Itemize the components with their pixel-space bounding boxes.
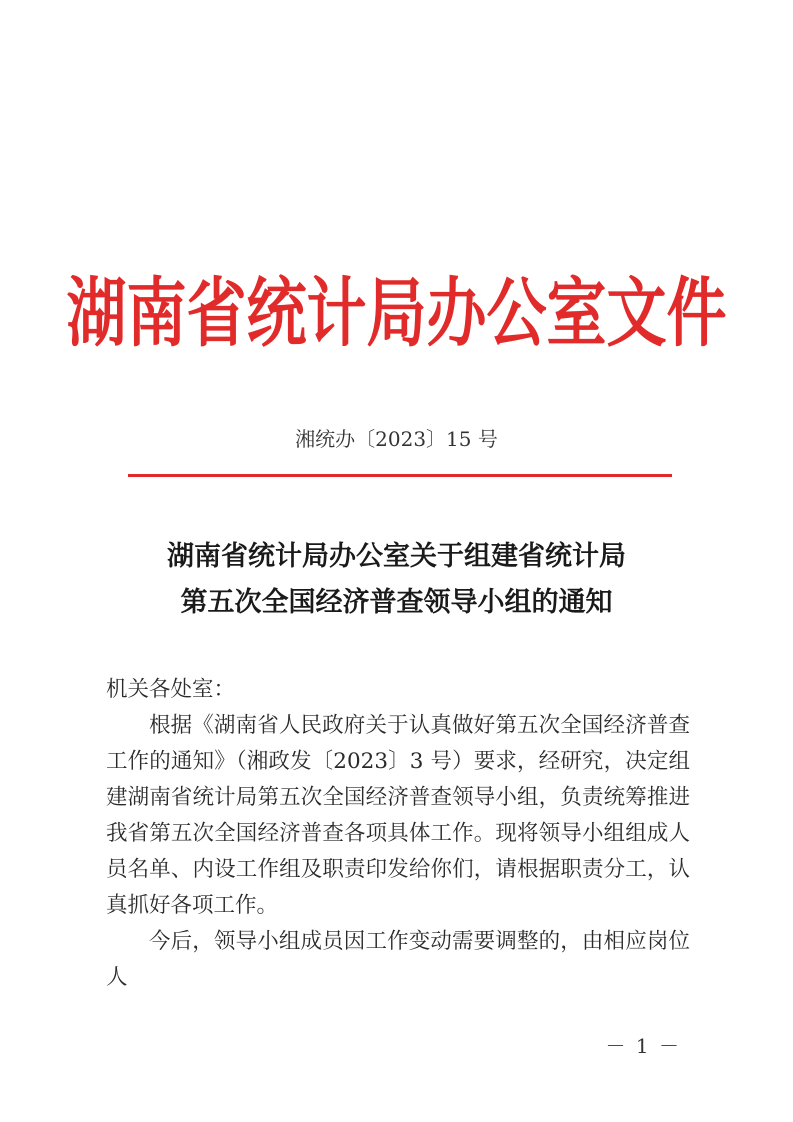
body-content bbox=[106, 672, 690, 996]
body-paragraph-1: 根据《湖南省人民政府关于认真做好第五次全国经济普查工作的通知》（湘政发〔2023〕3 号）要求，经研究，决定组建湖南省统计局第五次全国经济普查领导小组，负责统筹推进我省第五次全国经济普查各项具体工作。现将领导小组组成人员名单、内设工作组及职责印发给你们，请根据职责分工，认真抓好各项工作。 bbox=[106, 713, 690, 918]
red-divider-line bbox=[128, 474, 672, 477]
notice-title-line-2: 第五次全国经济普查领导小组的通知 bbox=[180, 587, 613, 618]
page-number: － 1 － bbox=[605, 1034, 681, 1058]
addressee: 机关各处室： bbox=[106, 677, 236, 702]
body-paragraph-2: 今后，领导小组成员因工作变动需要调整的，由相应岗位人 bbox=[106, 929, 690, 990]
notice-title-line-1: 湖南省统计局办公室关于组建省统计局 bbox=[167, 541, 626, 572]
notice-title bbox=[0, 534, 793, 626]
document-number: 湘统办〔2023〕15 号 bbox=[295, 427, 498, 451]
document-header-title: 湖南省统计局办公室文件 bbox=[66, 270, 727, 358]
